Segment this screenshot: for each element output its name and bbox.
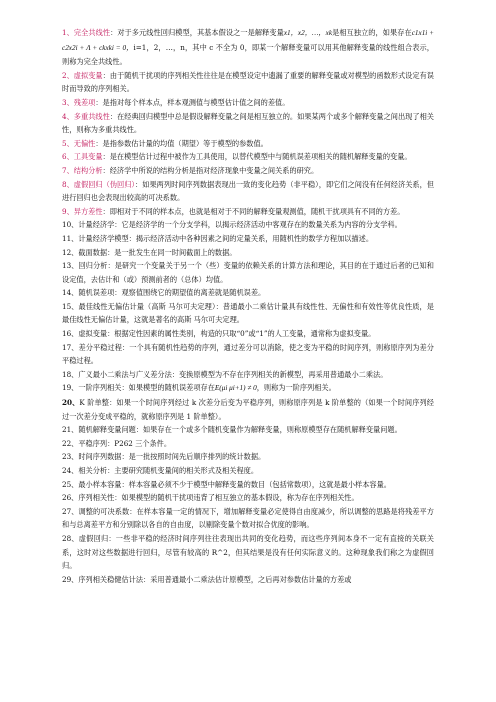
entry-2 — [62, 69, 434, 96]
entry-text: ：对于多元线性回归模型，其基本假设之一是解释变量 — [110, 28, 284, 37]
entry-1 — [62, 26, 434, 69]
entry-number: 6、 — [62, 152, 74, 162]
entry-number: 20、 — [62, 398, 80, 408]
entry-text: 序列相关性：如果模型的随机干扰项违背了相互独立的基本假设，称为存在序列相关性。 — [78, 493, 359, 503]
entry-number: 7、 — [62, 165, 74, 175]
entry-number: 17、 — [62, 342, 79, 352]
entry-number: 16、 — [62, 329, 79, 339]
entry-24 — [62, 464, 434, 478]
entry-29 — [62, 573, 434, 587]
entry-text: ，则称为一阶序列相关。 — [256, 383, 336, 393]
entry-7 — [62, 164, 434, 178]
entry-number: 27、 — [62, 506, 79, 516]
entry-text: 平稳序列：P262 三个条件。 — [78, 438, 172, 448]
entry-text: 序列相关稳健估计法：采用普通最小二乘法估计原模型，之后再对参数估计量的方差或 — [78, 574, 352, 584]
entry-25 — [62, 478, 434, 492]
entry-text: 随机误差项：观察值围绕它的期望值的离差就是随机误差。 — [78, 288, 266, 298]
entry-formula: c1x1i + c2x2i + Λ + ckxki = 0， — [62, 29, 434, 52]
entry-term: 虚假回归（伪回归） — [73, 179, 136, 189]
entry-number: 10、 — [62, 220, 79, 230]
entry-13 — [62, 259, 434, 286]
entry-text: ：是在模型估计过程中被作为工具使用，以替代模型中与随机误差项相关的随机解释变量的变量。 — [102, 152, 412, 162]
entry-text: i=1，2，…，n，其中 c 不全为 0，即某一个解释变量可以用其他解释变量的线性组合表示，则称为完全共线性。 — [62, 42, 434, 67]
entry-text: 一阶序列相关：如果模型的随机误差项存在 — [78, 383, 215, 393]
entry-number: 19、 — [62, 383, 79, 393]
entry-text: 最佳线性无偏估计量（高斯 马尔可夫定理）：普通最小二乘估计量具有线性性、无偏性和有效性等优良性质，是最佳线性无偏估计量，这就是著名的高斯 马尔可夫定理。 — [62, 301, 434, 325]
entry-number: 25、 — [62, 479, 79, 489]
entry-number: 29、 — [62, 574, 79, 584]
entry-17 — [62, 341, 434, 368]
entry-15 — [62, 300, 434, 327]
entry-text: 随机解释变量问题：如果存在一个或多个随机变量作为解释变量，则称原模型存在随机解释变量问题。 — [78, 425, 402, 435]
entry-text: 计量经济学：它是经济学的一个分支学科，以揭示经济活动中客观存在的数量关系为内容的分支学科。 — [78, 220, 402, 230]
entry-term: 工具变量 — [73, 152, 103, 162]
entry-number: 21、 — [62, 425, 79, 435]
entry-number: 5、 — [62, 138, 74, 148]
entry-number: 22、 — [62, 438, 79, 448]
entry-text: 最小样本容量：样本容量必须不少于模型中解释变量的数目（包括常数项），这就是最小样本容量。 — [78, 479, 391, 489]
entry-text: ：是指参数估计量的均值（期望）等于模型的参数值。 — [95, 138, 268, 148]
entry-term: 无偏性 — [73, 138, 96, 148]
entry-5 — [62, 137, 434, 151]
entry-text: ：由于随机干扰项的序列相关性往往是在模型设定中遗漏了重要的解释变量或对模型的函数形式设定有误时而导致的序列相关。 — [62, 70, 434, 94]
entry-term: 异方差性 — [73, 206, 103, 216]
entry-term: 完全共线性 — [73, 28, 111, 37]
entry-12 — [62, 246, 434, 260]
entry-number: 12、 — [62, 247, 79, 257]
entry-number: 1、 — [62, 28, 74, 37]
entry-text: 是相互独立的，如果存在 — [332, 28, 412, 37]
entry-text: ：是指对每个样本点，样本观测值与模型估计值之间的差值。 — [95, 97, 290, 107]
entry-3 — [62, 96, 434, 110]
entry-22 — [62, 437, 434, 451]
entry-27 — [62, 505, 434, 532]
entry-text: K 阶单整：如果一个时间序列经过 k 次差分后变为平稳序列，则称原序列是 k 阶单整的（如果一个时间序列经过一次差分变成平稳的，就称原序列是 1 阶单整）。 — [62, 398, 434, 421]
document-page — [62, 26, 434, 586]
entry-text: 相关分析：主要研究随机变量间的相关形式及相关程度。 — [78, 466, 259, 475]
entry-number: 18、 — [62, 369, 79, 379]
entry-8 — [62, 178, 434, 205]
entry-10 — [62, 218, 434, 232]
entry-text: 差分平稳过程：一个具有随机性趋势的序列，通过差分可以消除，使之变为平稳的时间序列，则称原序列为差分平稳过程。 — [62, 342, 434, 366]
entry-number: 24、 — [62, 466, 79, 475]
entry-number: 23、 — [62, 452, 79, 462]
entry-21 — [62, 423, 434, 437]
entry-text: 截面数据：是一批发生在同一时间截面上的数据。 — [78, 247, 237, 257]
entry-text: ：即相对于不同的样本点，也就是相对于不同的解释变量观测值，随机干扰项具有不同的方差。 — [102, 206, 405, 216]
entry-28 — [62, 532, 434, 573]
entry-6 — [62, 150, 434, 164]
entry-term: 残差项 — [73, 97, 96, 107]
entry-26 — [62, 491, 434, 505]
entry-text: 调整的可决系数：在样本容量一定的情况下，增加解释变量必定使得自由度减少，所以调整的思路是将残差平方和与总离差平方和分别除以各自的自由度，以剔除变量个数对拟合优度的影响。 — [62, 506, 434, 530]
entry-text: 虚假回归：一些非平稳的经济时间序列往往表现出共同的变化趋势，而这些序列间本身不一定有直接的关联关系，这时对这些数据进行回归，尽管有较高的 R^2，但其结果是没有任何实际意义的。这种现象我们称之为虚假回归。 — [62, 533, 434, 571]
entry-number: 8、 — [62, 179, 74, 189]
entry-number: 13、 — [62, 261, 79, 271]
entry-number: 2、 — [62, 70, 74, 80]
entry-20 — [62, 396, 434, 423]
entry-text: 虚拟变量：根据定性因素的属性类别，构造的只取“0”或“1”的人工变量，通常称为虚拟变量。 — [78, 329, 376, 339]
entry-number: 11、 — [62, 233, 79, 243]
entry-text: 计量经济学模型：揭示经济活动中各种因素之间的定量关系，用随机性的数学方程加以描述。 — [78, 233, 374, 243]
entry-term: 多重共线性 — [73, 111, 110, 121]
entry-16 — [62, 327, 434, 341]
entry-text: 时间序列数据：是一批按照时间先后顺序排列的统计数据。 — [78, 452, 266, 462]
entry-formula: x1，x2，…，xk — [283, 29, 333, 37]
entry-number: 4、 — [62, 111, 74, 121]
entry-number: 26、 — [62, 493, 79, 503]
entry-number: 15、 — [62, 301, 79, 311]
entry-text: 回归分析：是研究一个变量关于另一个（些）变量的依赖关系的计算方法和理论，其目的在于通过后者的已知和设定值，去估计和（或）预测前者的（总体）均值。 — [62, 261, 434, 284]
entry-4 — [62, 110, 434, 137]
entry-number: 28、 — [62, 533, 79, 543]
entry-18 — [62, 368, 434, 382]
entry-formula: E(μi μi+1) ≠ 0 — [214, 384, 257, 393]
entry-text: ：经济学中所说的结构分析是指对经济现象中变量之间关系的研究。 — [102, 165, 319, 175]
entry-14 — [62, 286, 434, 300]
entry-number: 14、 — [62, 288, 79, 298]
entry-text: ：在经典回归模型中总是假设解释变量之间是相互独立的。如果某两个或多个解释变量之间出现了相关性，则称为多重共线性。 — [62, 111, 434, 135]
entry-9 — [62, 205, 434, 219]
entry-11 — [62, 232, 434, 246]
entry-text: ：如果两列时间序列数据表现出一致的变化趋势（非平稳），即它们之间没有任何经济关系，但进行回归也会表现出较高的可决系数。 — [62, 179, 435, 203]
entry-number: 9、 — [62, 206, 74, 216]
entry-term: 虚拟变量 — [73, 70, 103, 80]
entry-term: 结构分析 — [73, 165, 103, 175]
entry-number: 3、 — [62, 97, 74, 107]
entry-23 — [62, 450, 434, 464]
entry-19 — [62, 381, 434, 396]
entry-text: 广义最小二乘法与广义差分法：变换原模型为不存在序列相关的新模型，再采用普通最小二乘法。 — [78, 369, 388, 379]
